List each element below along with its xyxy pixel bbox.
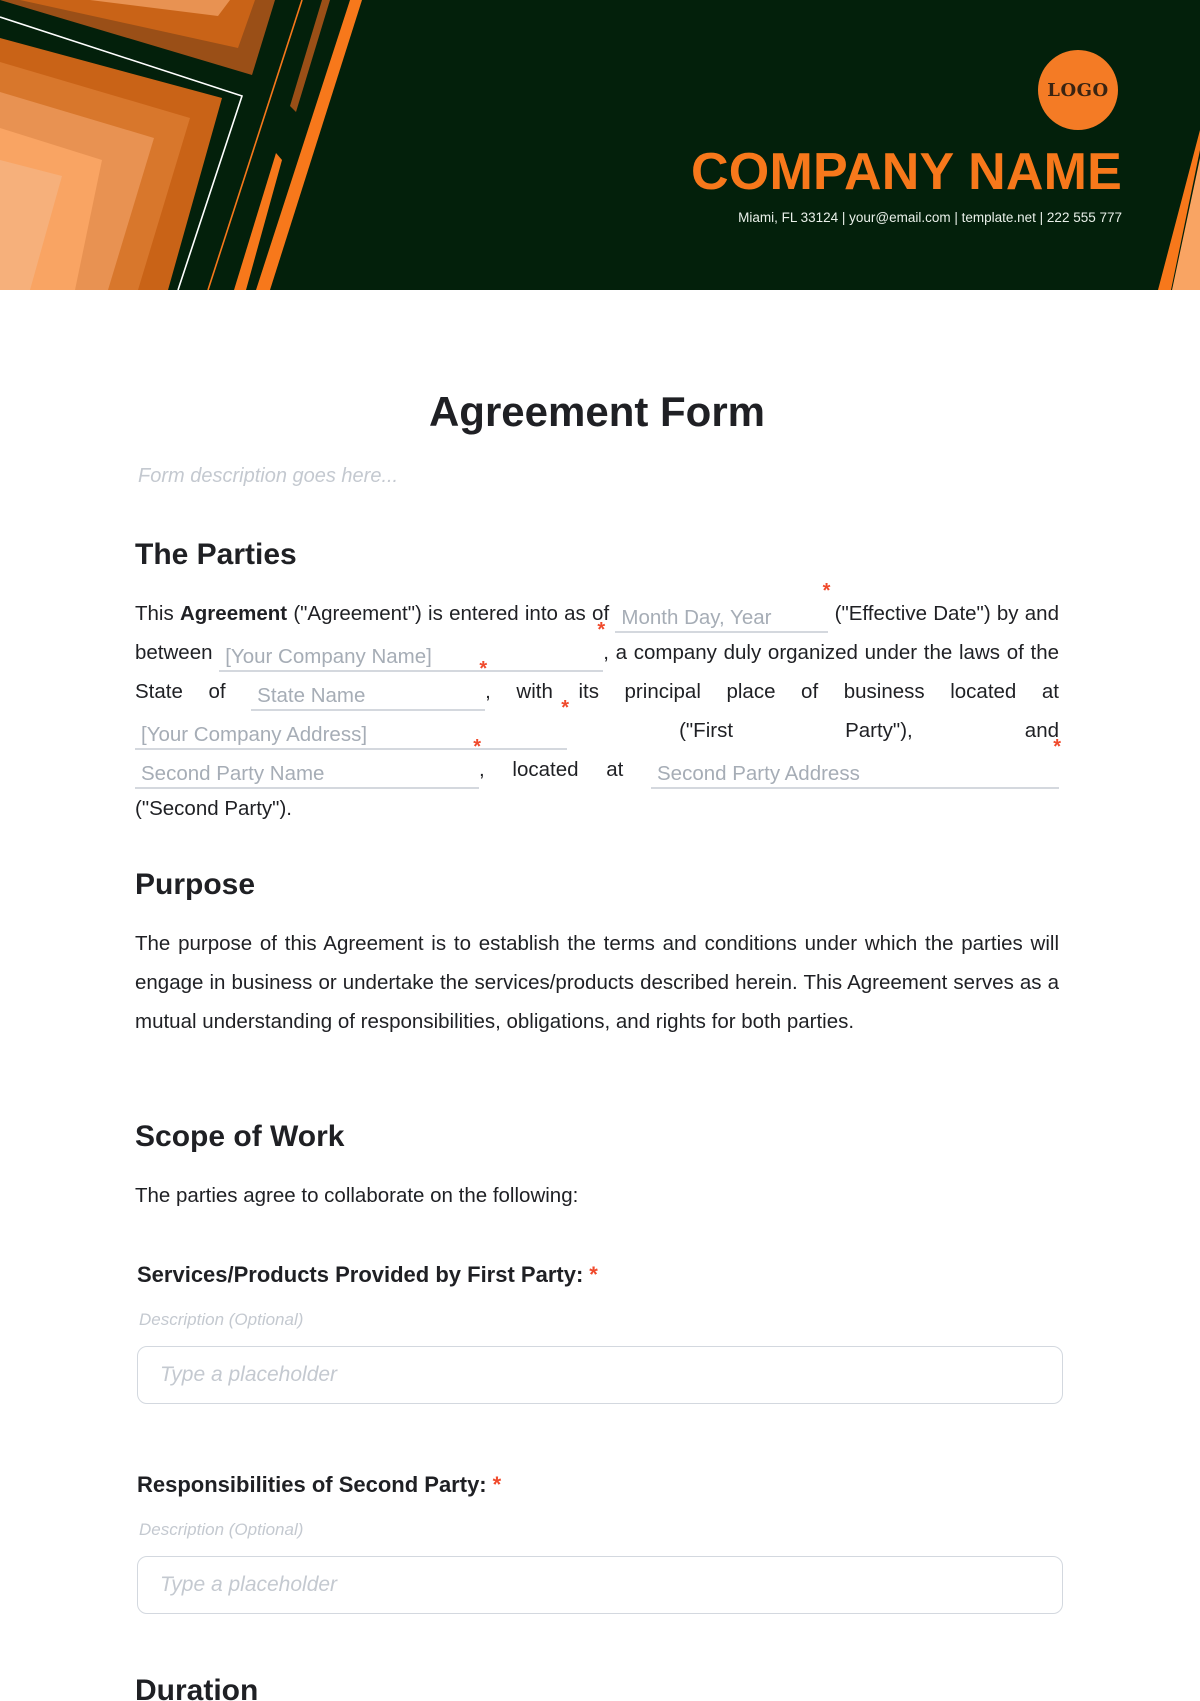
- parties-bold-agreement: Agreement: [179, 602, 288, 625]
- field-label-first-party-services: [137, 1262, 598, 1288]
- company-address-field[interactable]: [135, 697, 569, 750]
- parties-text: , a company duly organized under the laws of the State of: [135, 641, 1060, 703]
- field-description: Description (Optional): [139, 1310, 304, 1329]
- state-name-placeholder: State Name: [257, 684, 366, 707]
- scope-intro: The parties agree to collaborate on the following:: [135, 1184, 579, 1207]
- second-party-address-placeholder: Second Party Address: [657, 762, 860, 785]
- second-party-name-field[interactable]: [135, 736, 481, 789]
- effective-date-field[interactable]: [615, 580, 831, 633]
- parties-text: ("First Party"), and: [567, 719, 1059, 742]
- page-title: Agreement Form: [428, 388, 766, 435]
- state-name-field[interactable]: [251, 658, 488, 711]
- field-label-second-party-responsibilities: [137, 1472, 501, 1498]
- parties-text: ("Second Party").: [135, 797, 292, 820]
- parties-text: , with its principal place of business located at: [485, 680, 1060, 703]
- field-description: Description (Optional): [139, 1520, 304, 1539]
- header-banner: [0, 0, 1200, 290]
- parties-text: ("Effective Date") by and between: [135, 602, 1059, 664]
- required-asterisk: *: [479, 658, 488, 680]
- second-party-responsibilities-input[interactable]: [137, 1556, 1063, 1614]
- company-name-placeholder: [Your Company Name]: [225, 645, 432, 668]
- logo-text: LOGO: [1047, 79, 1109, 101]
- required-asterisk: *: [473, 736, 481, 758]
- purpose-paragraph: The purpose of this Agreement is to establish the terms and conditions under which the parties will engage in business or undertake the services/products described herein. This Agreement serves as a mutual understanding of responsibilities, obligations, and rights for both parties.: [135, 932, 1059, 1033]
- company-name: COMPANY NAME: [691, 143, 1122, 201]
- second-party-address-field[interactable]: [651, 736, 1061, 789]
- company-address-placeholder: [Your Company Address]: [141, 723, 368, 746]
- parties-text: , located at: [479, 758, 651, 781]
- label-text: Services/Products Provided by First Party:: [137, 1262, 584, 1287]
- label-text: Responsibilities of Second Party:: [137, 1472, 487, 1497]
- required-asterisk: *: [822, 580, 831, 602]
- effective-date-placeholder: Month Day, Year: [621, 606, 772, 629]
- section-heading-duration: Duration: [135, 1674, 259, 1701]
- section-heading-purpose: Purpose: [135, 868, 256, 901]
- first-party-services-input[interactable]: [137, 1346, 1063, 1404]
- section-heading-scope: Scope of Work: [135, 1120, 345, 1153]
- required-asterisk: *: [492, 1472, 502, 1497]
- required-asterisk: *: [597, 619, 606, 641]
- input-placeholder: Type a placeholder: [160, 1363, 338, 1386]
- section-heading-parties: The Parties: [135, 538, 297, 571]
- parties-text: This: [135, 602, 180, 625]
- company-name-field[interactable]: [219, 619, 606, 672]
- company-logo: [1038, 50, 1118, 130]
- contact-info: Miami, FL 33124 | your@email.com | template.net | 222 555 777: [738, 210, 1122, 225]
- required-asterisk: *: [1053, 736, 1061, 758]
- input-placeholder: Type a placeholder: [160, 1573, 338, 1596]
- parties-paragraph: [135, 580, 1061, 828]
- parties-text: ("Agreement") is entered into as of: [287, 602, 616, 625]
- form-description[interactable]: Form description goes here...: [138, 465, 399, 487]
- required-asterisk: *: [589, 1262, 598, 1287]
- required-asterisk: *: [561, 697, 569, 719]
- second-party-name-placeholder: Second Party Name: [141, 762, 325, 785]
